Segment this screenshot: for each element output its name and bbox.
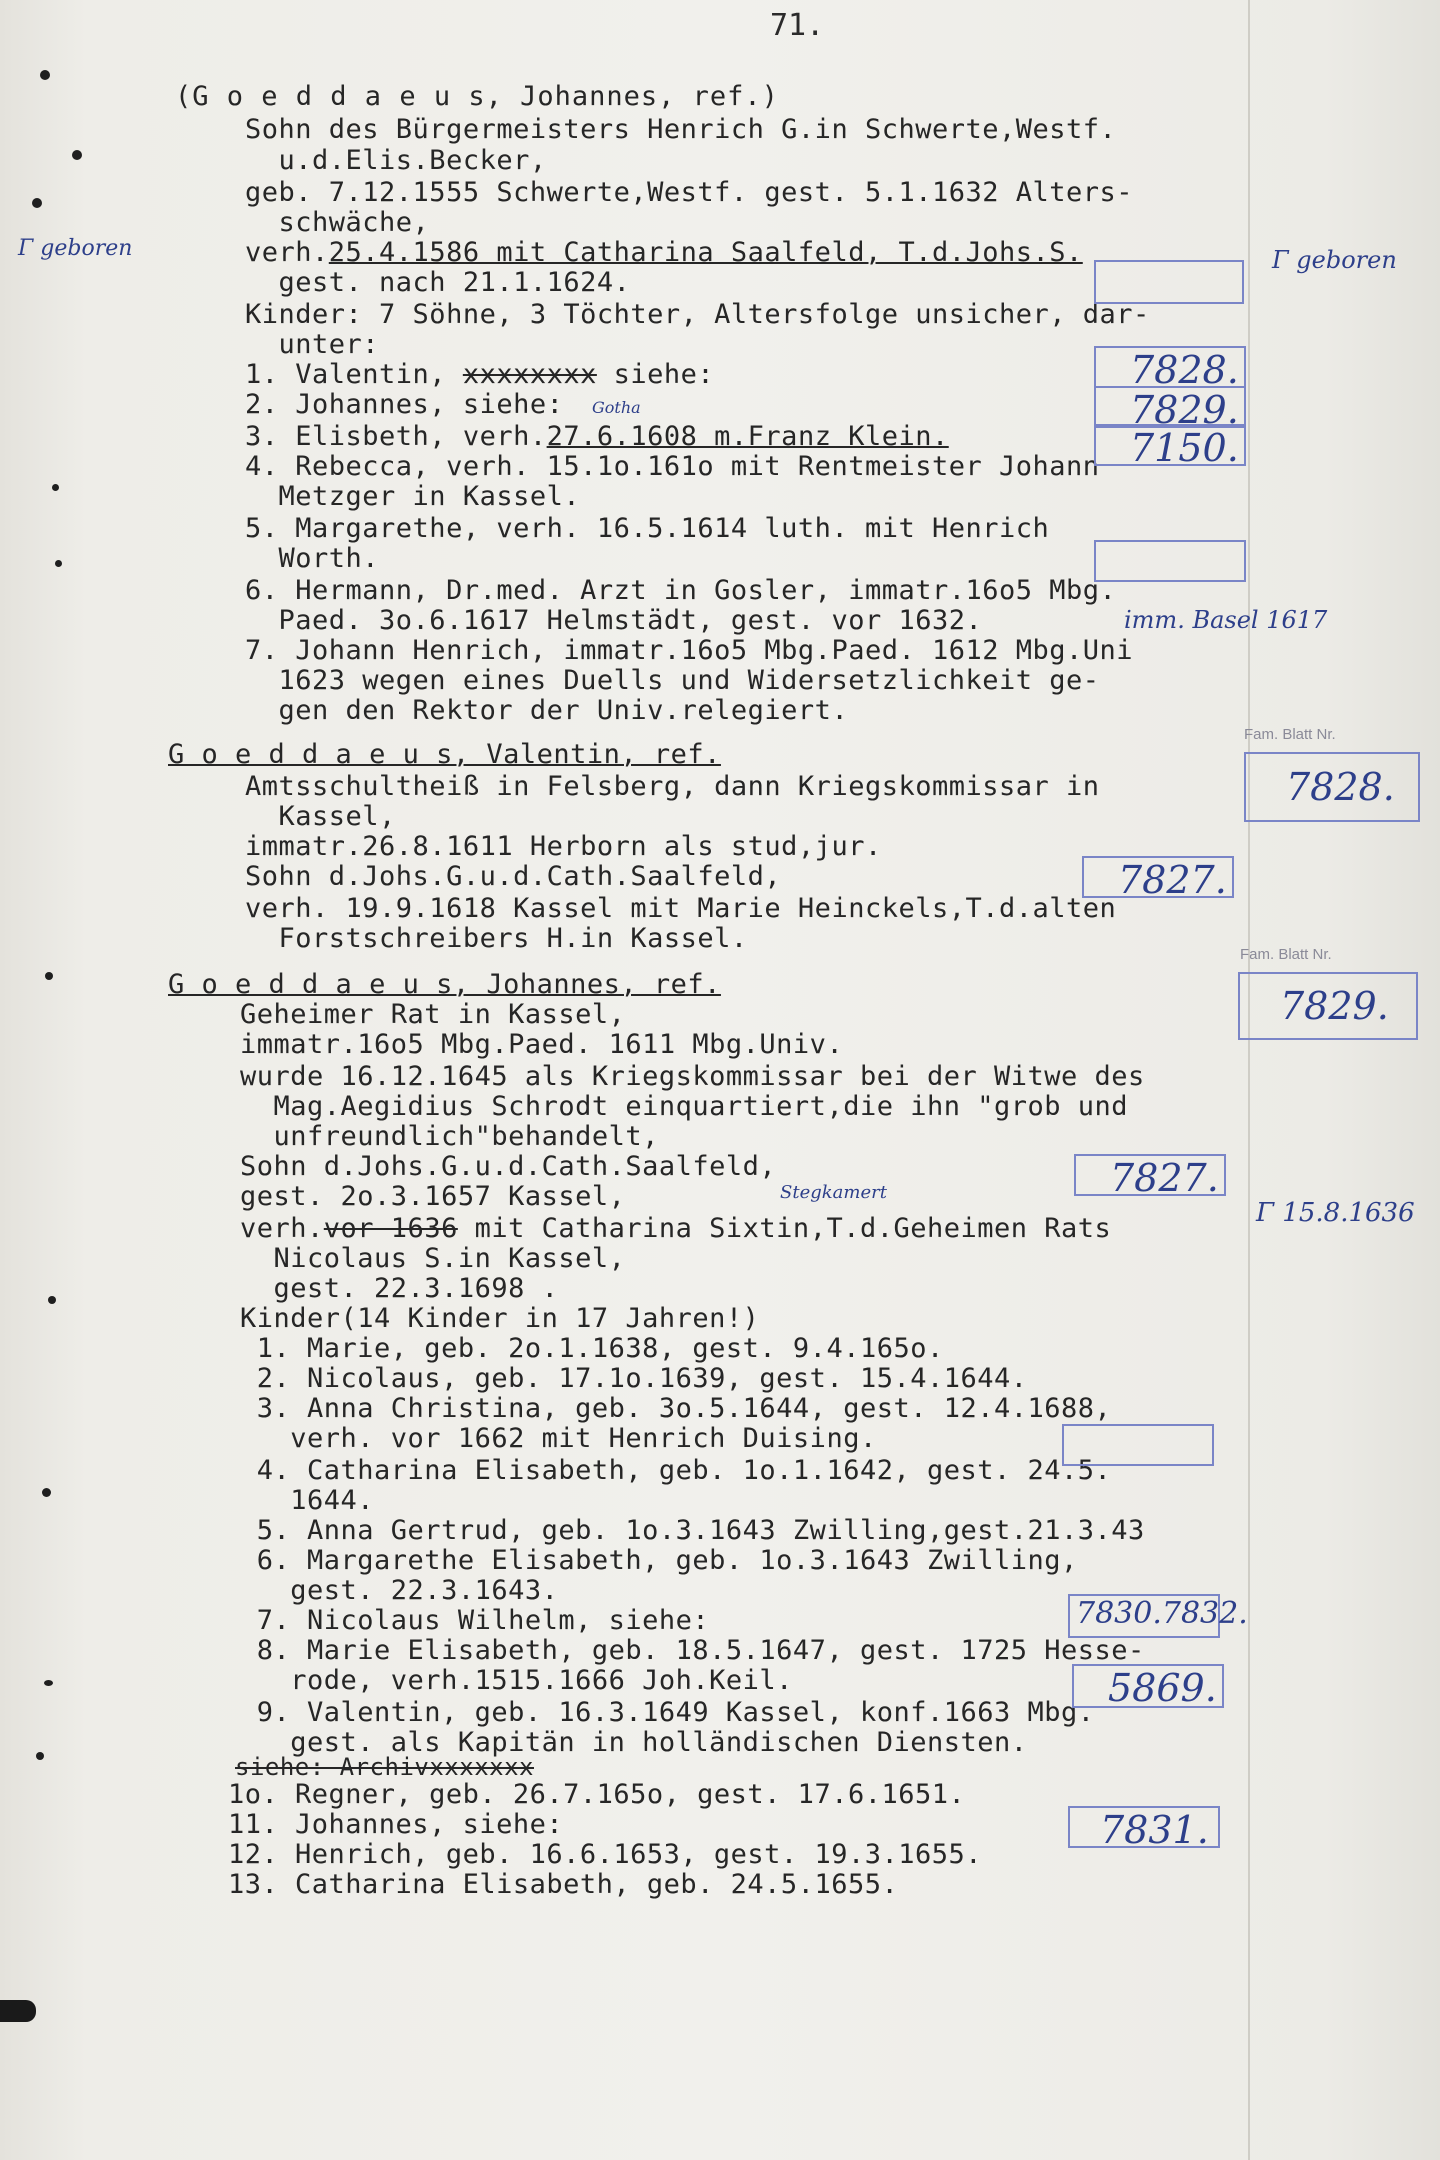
- text-line: Amtsschultheiß in Felsberg, dann Kriegskommissar in: [245, 771, 1100, 802]
- punch-hole: [36, 1752, 44, 1760]
- punch-hole: [52, 484, 59, 491]
- list-item: 3. Anna Christina, geb. 3o.5.1644, gest. 12.4.1688,: [240, 1393, 1112, 1424]
- punch-hole: [32, 198, 42, 208]
- text-line: gest. 2o.3.1657 Kassel,: [240, 1181, 626, 1212]
- list-item: Metzger in Kassel.: [245, 481, 581, 512]
- page-number: 71.: [770, 8, 825, 43]
- margin-rule: [1248, 0, 1250, 2160]
- reference-box: [1094, 386, 1246, 432]
- list-item: 8. Marie Elisabeth, geb. 18.5.1647, gest. 1725 Hesse-: [240, 1635, 1145, 1666]
- list-item: 13. Catharina Elisabeth, geb. 24.5.1655.: [228, 1869, 899, 1900]
- list-item: 11. Johannes, siehe:: [228, 1809, 564, 1840]
- reference-number: 7827.: [1110, 1156, 1219, 1200]
- punch-hole: [42, 1488, 51, 1497]
- punch-hole: [72, 150, 82, 160]
- text-line: geb. 7.12.1555 Schwerte,Westf. gest. 5.1.1632 Alters-: [245, 177, 1134, 208]
- text-line: gest. nach 21.1.1624.: [245, 267, 631, 298]
- list-item: gest. als Kapitän in holländischen Diensten.: [240, 1727, 1028, 1758]
- reference-number: 7829.: [1280, 984, 1389, 1028]
- text-line: verh.25.4.1586 mit Catharina Saalfeld, T.d.Johs.S.: [245, 237, 1083, 268]
- text-line: Kinder(14 Kinder in 17 Jahren!): [240, 1303, 760, 1334]
- reference-box: [1094, 346, 1246, 392]
- list-item: 9. Valentin, geb. 16.3.1649 Kassel, konf.1663 Mbg.: [240, 1697, 1095, 1728]
- reference-number: 7830.7832.: [1076, 1596, 1248, 1631]
- list-item: Worth.: [245, 543, 380, 574]
- list-item: 3. Elisbeth, verh.27.6.1608 m.Franz Klein.: [245, 421, 949, 452]
- reference-number: 7829.: [1130, 388, 1239, 432]
- list-item: 2. Nicolaus, geb. 17.1o.1639, gest. 15.4.1644.: [240, 1363, 1028, 1394]
- reference-number: 7150.: [1130, 426, 1239, 470]
- text-line: unter:: [245, 329, 380, 360]
- handwritten-note: Γ 15.8.1636: [1256, 1198, 1415, 1228]
- list-item: gest. 22.3.1643.: [240, 1575, 559, 1606]
- text-line: Sohn d.Johs.G.u.d.Cath.Saalfeld,: [240, 1151, 777, 1182]
- fam-blatt-label: Fam. Blatt Nr.: [1240, 946, 1332, 963]
- text-line: Forstschreibers H.in Kassel.: [245, 923, 748, 954]
- list-item: 6. Margarethe Elisabeth, geb. 1o.3.1643 Zwilling,: [240, 1545, 1078, 1576]
- punch-hole: [55, 560, 62, 567]
- text-line: u.d.Elis.Becker,: [245, 145, 547, 176]
- list-item: 1. Valentin, xxxxxxxx siehe:: [245, 359, 715, 390]
- reference-box: [1094, 424, 1246, 470]
- reference-number: 7828.: [1286, 765, 1395, 809]
- text-line: immatr.26.8.1611 Herborn als stud,jur.: [245, 831, 882, 862]
- text-line: wurde 16.12.1645 als Kriegskommissar bei der Witwe des: [240, 1061, 1145, 1092]
- reference-box: [1068, 1806, 1220, 1852]
- list-item: 4. Rebecca, verh. 15.1o.161o mit Rentmeister Johann: [245, 451, 1100, 482]
- list-item: 2. Johannes, siehe:: [245, 389, 564, 420]
- text-line: verh.vor 1636 mit Catharina Sixtin,T.d.Geheimen Rats: [240, 1213, 1112, 1244]
- fam-blatt-label: Fam. Blatt Nr.: [1244, 726, 1336, 743]
- reference-number: 7828.: [1130, 348, 1239, 392]
- reference-box: [1072, 1664, 1224, 1708]
- punch-hole: [45, 972, 53, 980]
- handwritten-note: Stegkamert: [780, 1182, 887, 1203]
- list-item: Paed. 3o.6.1617 Helmstädt, gest. vor 1632.: [245, 605, 983, 636]
- reference-number: 7827.: [1118, 858, 1227, 902]
- reference-box: [1094, 260, 1244, 304]
- list-item: rode, verh.1515.1666 Joh.Keil.: [240, 1665, 793, 1696]
- list-item: 7. Nicolaus Wilhelm, siehe:: [240, 1605, 710, 1636]
- list-item: 1. Marie, geb. 2o.1.1638, gest. 9.4.165o.: [240, 1333, 944, 1364]
- handwritten-note: Γ geboren: [18, 236, 133, 261]
- text-line: immatr.16o5 Mbg.Paed. 1611 Mbg.Univ.: [240, 1029, 844, 1060]
- reference-number: 5869.: [1108, 1666, 1217, 1710]
- list-item: 6. Hermann, Dr.med. Arzt in Gosler, immatr.16o5 Mbg.: [245, 575, 1117, 606]
- reference-box: [1094, 540, 1246, 582]
- reference-box: [1068, 1594, 1248, 1638]
- handwritten-note: Γ geboren: [1272, 246, 1397, 274]
- punch-hole: [40, 70, 50, 80]
- punch-hole: [44, 1680, 53, 1686]
- text-line: Sohn d.Johs.G.u.d.Cath.Saalfeld,: [245, 861, 782, 892]
- entry-heading: G o e d d a e u s, Valentin, ref.: [168, 739, 721, 770]
- reference-box: [1074, 1154, 1226, 1200]
- list-item: 1o. Regner, geb. 26.7.165o, gest. 17.6.1651.: [228, 1779, 966, 1810]
- handwritten-note: Gotha: [592, 398, 641, 417]
- binder-clip: [0, 2000, 36, 2022]
- list-item: 5. Anna Gertrud, geb. 1o.3.1643 Zwilling,gest.21.3.43: [240, 1515, 1145, 1546]
- text-line: schwäche,: [245, 207, 430, 238]
- text-line: verh. 19.9.1618 Kassel mit Marie Heinckels,T.d.alten: [245, 893, 1117, 924]
- list-item: 1644.: [240, 1485, 375, 1516]
- text-line: Geheimer Rat in Kassel,: [240, 999, 626, 1030]
- list-item: verh. vor 1662 mit Henrich Duising.: [240, 1423, 877, 1454]
- entry-heading: (G o e d d a e u s, Johannes, ref.): [175, 81, 779, 112]
- fam-blatt-box: [1238, 972, 1418, 1040]
- handwritten-note: imm. Basel 1617: [1124, 606, 1328, 634]
- text-line: unfreundlich"behandelt,: [240, 1121, 659, 1152]
- struck-note: siehe: Archivxxxxxxx: [235, 1753, 534, 1781]
- text-line: Sohn des Bürgermeisters Henrich G.in Schwerte,Westf.: [245, 114, 1117, 145]
- fam-blatt-box: [1244, 752, 1420, 822]
- list-item: 7. Johann Henrich, immatr.16o5 Mbg.Paed. 1612 Mbg.Uni: [245, 635, 1134, 666]
- list-item: 4. Catharina Elisabeth, geb. 1o.1.1642, gest. 24.5.: [240, 1455, 1112, 1486]
- list-item: gen den Rektor der Univ.relegiert.: [245, 695, 849, 726]
- reference-box: [1082, 856, 1234, 902]
- reference-box: [1062, 1424, 1214, 1466]
- list-item: 1623 wegen eines Duells und Widersetzlichkeit ge-: [245, 665, 1100, 696]
- list-item: 5. Margarethe, verh. 16.5.1614 luth. mit Henrich: [245, 513, 1050, 544]
- entry-heading: G o e d d a e u s, Johannes, ref.: [168, 969, 721, 1000]
- text-line: Kinder: 7 Söhne, 3 Töchter, Altersfolge unsicher, dar-: [245, 299, 1150, 330]
- text-line: Nicolaus S.in Kassel,: [240, 1243, 626, 1274]
- punch-hole: [48, 1296, 56, 1304]
- reference-number: 7831.: [1100, 1808, 1209, 1852]
- text-line: Kassel,: [245, 801, 396, 832]
- text-line: gest. 22.3.1698 .: [240, 1273, 559, 1304]
- text-line: Mag.Aegidius Schrodt einquartiert,die ihn "grob und: [240, 1091, 1129, 1122]
- list-item: 12. Henrich, geb. 16.6.1653, gest. 19.3.1655.: [228, 1839, 982, 1870]
